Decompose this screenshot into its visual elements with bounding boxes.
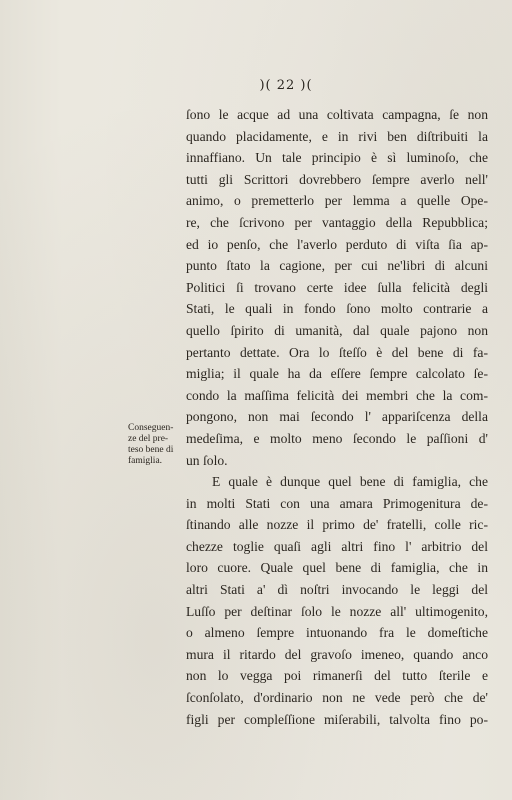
text-line: Stati, le quali in fondo ſono molto contrarie a [186, 301, 488, 317]
text-line: ſtinando alle nozze il primo de' fratelli, colle ric- [186, 517, 488, 533]
margin-note [128, 423, 188, 467]
text-line: innaffiano. Un tale principio è sì luminoſo, che [186, 150, 488, 166]
text-line: un ſolo. [186, 452, 228, 468]
text-line: Politici ſi trovano certe idee ſulla felicità degli [186, 279, 488, 295]
text-line: o almeno ſempre intuonando fra le domeſtiche [186, 625, 488, 641]
paragraph-1 [186, 104, 488, 471]
text-line: re, che ſcrivono per vantaggio della Repubblica; [186, 214, 488, 230]
text-line: Luſſo per deſtinar ſolo le nozze all' ultimogenito, [186, 603, 488, 619]
text-line: loro cuore. Quale quel bene di famiglia, che in [186, 560, 488, 576]
text-line: tutti gli Scrittori dovrebbero ſempre averlo nell' [186, 171, 488, 187]
text-line: pertanto dettate. Ora lo ſteſſo è del bene di fa- [186, 344, 488, 360]
text-line: medeſima, e molto meno ſecondo le paſſioni d' [186, 430, 488, 446]
text-line: quello ſpirito di umanità, dal quale pajono non [186, 322, 488, 338]
margin-note-line: teso bene di [128, 445, 174, 455]
text-line: chezze toglie quaſi agli altri fino l' arbitrio del [186, 538, 488, 554]
text-line: animo, o premetterlo per lemma a quelle Ope- [186, 193, 488, 209]
text-line: pongono, non mai ſecondo l' appariſcenza della [186, 409, 488, 425]
text-line: ſconſolato, d'ordinario non ne vede però che de' [186, 690, 488, 706]
page-number: )( 22 )( [259, 78, 313, 93]
text-line: E quale è dunque quel bene di famiglia, che [212, 474, 488, 490]
text-line: ſono le acque ad una coltivata campagna, ſe non [186, 107, 488, 122]
text-line: punto ſtato la cagione, per cui ne'libri di alcuni [186, 258, 488, 274]
margin-note-line: famiglia. [128, 456, 163, 466]
margin-note-line: Conseguen- [128, 423, 174, 433]
paragraph-2 [186, 471, 488, 730]
text-line: quando placidamente, e in rivi ben diſtribuiti la [186, 128, 488, 144]
text-line: altri Stati a' dì noſtri invocando le leggi del [186, 582, 488, 598]
text-line: in molti Stati con una amara Primogenitura de- [186, 495, 488, 511]
margin-note-line: ze del pre- [128, 434, 169, 444]
text-line: miglia; il quale ha da eſſere ſempre calcolato ſe- [186, 366, 488, 382]
text-line: mura il ritardo del gravoſo imeneo, quando anco [186, 646, 488, 662]
text-line: non lo vegga poi rimanerſi del tutto ſterile e [186, 668, 488, 684]
body-text [186, 104, 488, 730]
text-line: ed io penſo, che l'averlo perduto di viſta ſia ap- [186, 236, 488, 252]
text-line: figli per compleſſione miſerabili, talvolta fino po- [186, 711, 488, 727]
text-line: condo la maſſima felicità dei membri che la com- [186, 387, 488, 403]
